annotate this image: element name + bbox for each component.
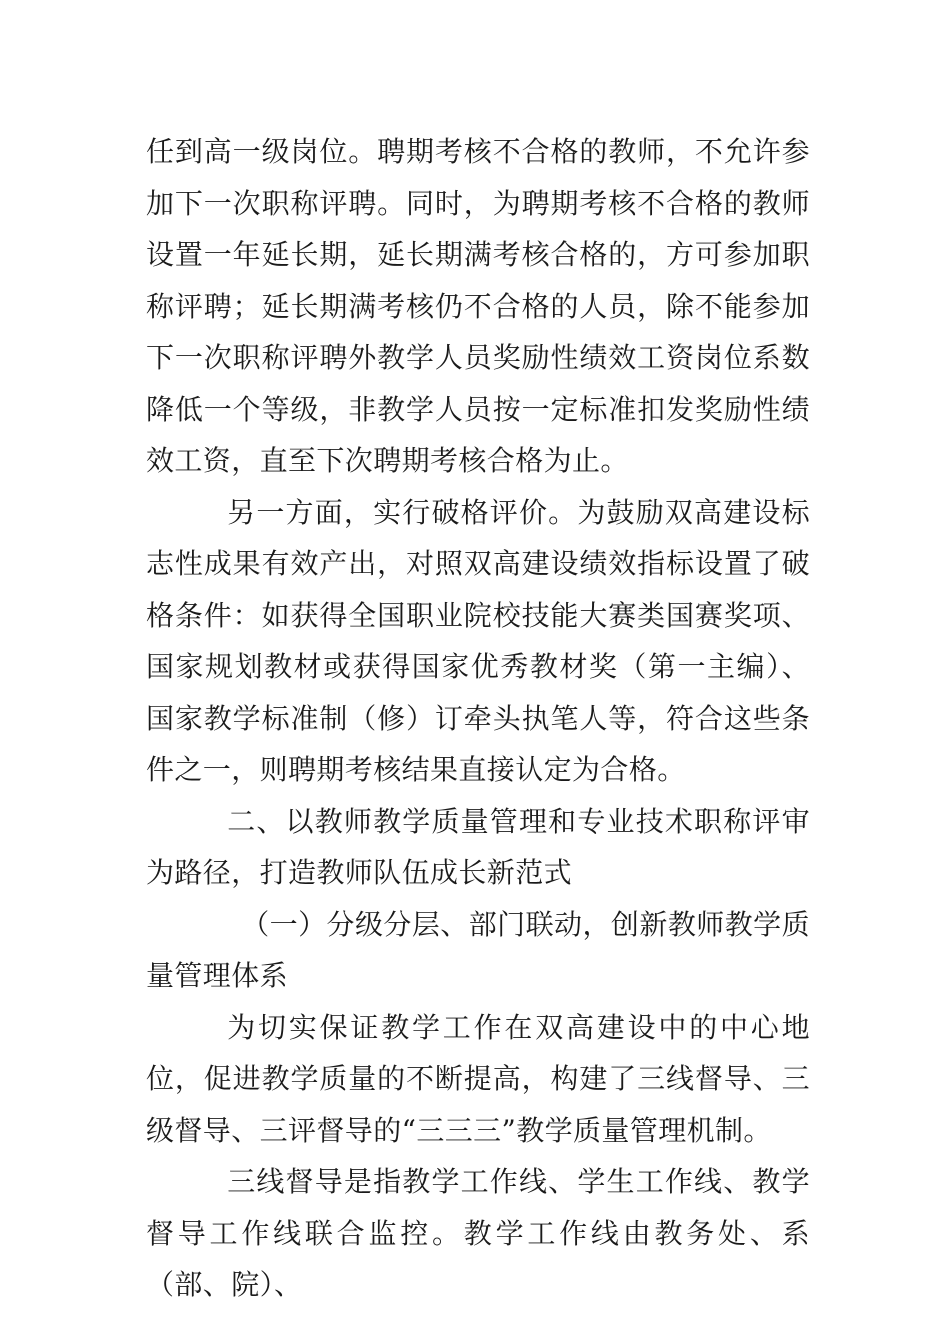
paragraph-quality-mechanism: 为切实保证教学工作在双高建设中的中心地位，促进教学质量的不断提高，构建了三线督导、三级督导、三评督导的“三三三”教学质量管理机制。 (146, 1010, 810, 1147)
section-heading-2: 二、以教师教学质量管理和专业技术职称评审为路径，打造教师队伍成长新范式 (146, 804, 810, 889)
document-body (146, 126, 810, 1311)
paragraph-continued: 任到高一级岗位。聘期考核不合格的教师，不允许参加下一次职称评聘。同时，为聘期考核不合格的教师设置一年延长期，延长期满考核合格的，方可参加职称评聘；延长期满考核仍不合格的人员，除不能参加下一次职称评聘外教学人员奖励性绩效工资岗位系数降低一个等级，非教学人员按一定标准扣发奖励性绩效工资，直至下次聘期考核合格为止。 (146, 135, 810, 477)
paragraph-exception-evaluation: 另一方面，实行破格评价。为鼓励双高建设标志性成果有效产出，对照双高建设绩效指标设置了破格条件：如获得全国职业院校技能大赛类国赛奖项、国家规划教材或获得国家优秀教材奖（第一主编）、国家教学标准制（修）订牵头执笔人等，符合这些条件之一，则聘期考核结果直接认定为合格。 (146, 495, 810, 786)
paragraph-three-line-supervision: 三线督导是指教学工作线、学生工作线、教学督导工作线联合监控。教学工作线由教务处、系（部、院）、 (146, 1165, 810, 1301)
subsection-heading-1: （一）分级分层、部门联动，创新教师教学质量管理体系 (146, 907, 810, 992)
